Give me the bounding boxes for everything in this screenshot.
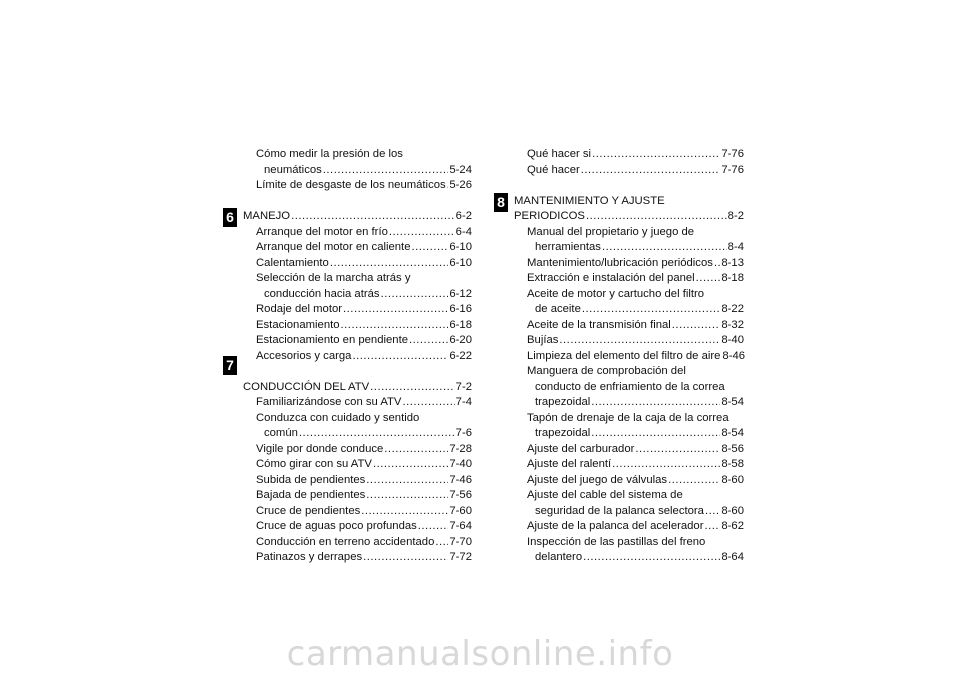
toc-left-column: [243, 147, 472, 566]
toc-entry[interactable]: Aceite de motor y cartucho del filtro: [527, 287, 705, 300]
toc-entry[interactable]: Cómo medir la presión de los: [256, 148, 403, 160]
toc-entry[interactable]: Ajuste del carburador ..... 8-56: [514, 442, 744, 458]
toc-entry[interactable]: Ajuste de la palanca del acelerador ..... 8-62: [514, 519, 744, 535]
chapter-tab-8: 8: [494, 193, 508, 212]
toc-right-column: [514, 147, 744, 566]
toc-entry[interactable]: seguridad de la palanca selectora ..... 8-60: [514, 504, 744, 520]
toc-entry[interactable]: Manguera de comprobación del: [527, 365, 686, 377]
toc-entry[interactable]: Cómo girar con su ATV ..... 7-40: [243, 457, 472, 473]
toc-entry[interactable]: Familiarizándose con su ATV ..... 7-4: [243, 395, 472, 411]
toc-entry[interactable]: Limpieza del elemento del filtro de aire 8-46: [527, 349, 746, 362]
toc-entry[interactable]: conducto de enfriamiento de la correa: [535, 380, 725, 393]
toc-entry[interactable]: Ajuste del juego de válvulas ..... 8-60: [514, 473, 744, 489]
toc-entry[interactable]: Vigile por donde conduce ..... 7-28: [243, 442, 472, 458]
toc-chapter[interactable]: CONDUCCIÓN DEL ATV ..... 7-2: [243, 380, 472, 396]
toc-entry[interactable]: conducción hacia atrás ..... 6-12: [243, 287, 472, 303]
chapter-tab-6: 6: [223, 208, 237, 227]
toc-entry[interactable]: herramientas ..... 8-4: [514, 240, 744, 256]
toc-entry[interactable]: Arranque del motor en frío ..... 6-4: [243, 225, 472, 241]
toc-entry[interactable]: común ..... 7-6: [243, 426, 472, 442]
toc-entry[interactable]: delantero ..... 8-64: [514, 550, 744, 566]
toc-entry[interactable]: trapezoidal ..... 8-54: [514, 426, 744, 442]
toc-entry[interactable]: Cruce de aguas poco profundas ..... 7-64: [243, 519, 472, 535]
toc-entry[interactable]: Qué hacer ..... 7-76: [514, 163, 744, 179]
toc-chapter[interactable]: MANEJO ..... 6-2: [243, 209, 472, 225]
toc-entry[interactable]: Subida de pendientes ..... 7-46: [243, 473, 472, 489]
toc-entry[interactable]: Arranque del motor en caliente ..... 6-10: [243, 240, 472, 256]
toc-entry[interactable]: Conduzca con cuidado y sentido: [256, 411, 420, 424]
toc-entry[interactable]: Patinazos y derrapes ..... 7-72: [243, 550, 472, 566]
chapter-tab-7: 7: [223, 356, 237, 375]
toc-entry[interactable]: Rodaje del motor ..... 6-16: [243, 302, 472, 318]
toc-entry[interactable]: Límite de desgaste de los neumáticos ..... 5-26: [243, 178, 472, 194]
toc-entry[interactable]: Calentamiento ..... 6-10: [243, 256, 472, 272]
toc-entry[interactable]: Estacionamiento ..... 6-18: [243, 318, 472, 334]
toc-entry[interactable]: Extracción e instalación del panel ..... 8-18: [514, 271, 744, 287]
watermark-text: carmanualsonline.info: [286, 634, 674, 674]
toc-entry[interactable]: Mantenimiento/lubricación periódicos ..... 8-13: [514, 256, 744, 272]
toc-entry[interactable]: neumáticos ..... 5-24: [243, 163, 472, 179]
toc-entry[interactable]: Estacionamiento en pendiente ..... 6-20: [243, 333, 472, 349]
toc-entry[interactable]: Conducción en terreno accidentado ..... 7-70: [243, 535, 472, 551]
toc-entry[interactable]: Cruce de pendientes ..... 7-60: [243, 504, 472, 520]
toc-entry[interactable]: Inspección de las pastillas del freno: [527, 535, 706, 548]
toc-entry[interactable]: trapezoidal ..... 8-54: [514, 395, 744, 411]
toc-entry[interactable]: Accesorios y carga ..... 6-22: [243, 349, 472, 365]
toc-chapter[interactable]: PERIODICOS ..... 8-2: [514, 209, 744, 225]
toc-entry[interactable]: Tapón de drenaje de la caja de la correa: [527, 411, 729, 424]
toc-entry[interactable]: de aceite ..... 8-22: [514, 302, 744, 318]
toc-entry[interactable]: Bajada de pendientes ..... 7-56: [243, 488, 472, 504]
toc-entry[interactable]: Selección de la marcha atrás y: [256, 272, 411, 284]
toc-entry[interactable]: Ajuste del cable del sistema de: [527, 489, 683, 501]
toc-entry[interactable]: Ajuste del ralentí ..... 8-58: [514, 457, 744, 473]
toc-chapter[interactable]: MANTENIMIENTO Y AJUSTE: [514, 194, 665, 207]
toc-entry[interactable]: Qué hacer si ..... 7-76: [514, 147, 744, 163]
toc-entry[interactable]: Manual del propietario y juego de: [527, 225, 695, 238]
toc-entry[interactable]: Bujías ..... 8-40: [514, 333, 744, 349]
toc-entry[interactable]: Aceite de la transmisión final ..... 8-32: [514, 318, 744, 334]
